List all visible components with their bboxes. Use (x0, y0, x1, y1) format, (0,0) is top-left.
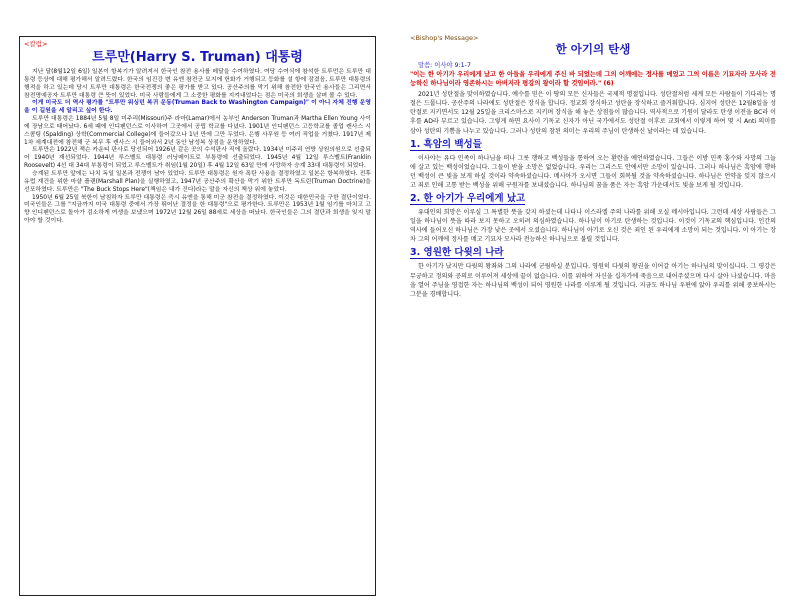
sermon-paragraph: 2021년 성탄절을 맞이하였습니다. 예수를 믿은 이 땅의 모든 신자들은 국제적 명절입니다. 성탄절처럼 세계 모든 사람들이 기다리는 명절은 드뭅니다. 공산주의 나라에도 성탄절은 장식을 합니다. 정교회 장식하고 성탄을 장식하고 즐거워합니다. 심지어 성탄은 12월8일을 성탄절로 지키면서도 12월 25일을 크리스마스로 지키며 장식을 해 놓은 상점들이 많습니다. 역사적으로 기원이 달라도 탄생 이전을 BC라 이후를 AD라 부르고 있습니다. 그렇게 하면 요사이 기독교 신자가 아닌 국가에서도 성탄절 이후로 교회에서 이렇게 하여 몇 시 Anti 의미를 삼아 성탄의 기쁨을 나누고 있습니다. 그러나 성탄의 참된 의미는 우리의 주님이 탄생하신 날이라는 데 있습니다. (410, 91, 776, 135)
sermon-paragraph: 한 아기가 났지만 다윗의 왕좌와 그의 나라에 군림하실 분입니다. 영원히 다윗의 왕권을 이어갈 아기는 하나님의 맞이십니다. 그 평강은 무궁하고 정의와 공의로 이루어져 세상에 끝이 없습니다. 이를 위하여 자신을 십자가에 죽음으로 내어주셨으며 다시 살아 나셨습니다. 마음을 열어 주님을 영접한 자는 하나님의 백성이 되어 영원한 나라를 이루게 될 것입니다. 지금도 하나님 우편에 앉아 우리를 위해 중보하시는 그분을 경배합니다. (410, 263, 776, 298)
section-heading: 3. 영원한 다윗의 나라 (410, 247, 504, 259)
scripture-verse: "이는 한 아기가 우리에게 났고 한 아들을 우리에게 주신 바 되었는데 그의 어깨에는 정사를 메었고 그의 이름은 기묘자라 모사라 전능하신 하나님이라 영존하시는 아버지라 평강의 왕이라 할 것임이라." (6) (410, 71, 776, 87)
scripture-reference: 말씀: 이사야 9:1-7 (418, 62, 471, 69)
column-sermon (410, 34, 776, 299)
sermon-paragraph: 유대인의 희망은 이루실 그 특별한 뜻을 갖지 하셨는데 나타나 이스라엘 주의 나라를 위해 오실 메시아입니다. 그런데 세상 사람들은 그 일을 하나님이 뜻을 따라 보지 못하고 오히려 의심하였습니다. 하나님이 아기로 탄생하는 것입니다. 이것이 기독교의 핵심입니다. 인간의 역사에 들어오신 하나님은 가장 낮은 곳에서 오셨습니다. 하나님이 아기로 오신 것은 죄인 된 우리에게 소망이 되는 것입니다. 이 아기는 장차 그의 어깨에 정사를 메고 기묘자 모사라 전능하신 하나님으로 불릴 것입니다. (410, 209, 776, 244)
article-paragraph: 승계된 트루만 앞에는 나치 독일 일본과 전쟁이 남아 있었다. 트루만 대통령은 원자 폭탄 사용을 결정하였고 일본은 항복하였다. 전후 유럽 재건을 위한 마샬 플랜(Marshall Plan)을 실행하였고, 1947년 공산주의 확산을 막기 위한 트루만 독트린(Truman Doctrine)을 선포하였다. 트루만은 "The Buck Stops Here"(책임은 내가 진다)라는 말을 자신의 책상 위에 놓았다. (24, 170, 371, 193)
column-article (19, 36, 376, 596)
sermon-paragraph: 이사야는 유다 민족이 하나님을 떠나 그릇 행하고 백성들을 통하여 오는 환란을 예언하였습니다. 그들은 이방 민족 홍수와 사망의 그늘에 살고 있는 백성이었습니다. 그들이 받을 소망은 없었습니다. 우리는 그리스도 안에서만 소망이 있습니다. 그러나 하나님은 흑암에 행하던 백성이 큰 빛을 보게 하실 것이라 약속하셨습니다. 메시아가 오시면 그들이 회복될 것을 약속하셨습니다. 하나님은 언약을 잊지 않으시고 죄로 인해 고통 받는 백성을 위해 구원자를 보내셨습니다. 하나님의 꿈을 품은 자는 흑암 가운데서도 빛을 보게 될 것입니다. (410, 154, 776, 189)
article-paragraph: 이게 미국도 더 역사 평가를 "트루만 워싱턴 복귀 운동(Truman Back to Washington Campaign)" 이 아니 자체 진행 운영을 이 길원을 세 알리고 싶어 한다. (24, 100, 371, 115)
section-heading: 2. 한 아기가 우리에게 났고 (410, 193, 526, 205)
section-body (410, 262, 776, 298)
section-body (410, 154, 776, 190)
article-body (24, 69, 371, 226)
sermon-title: 한 아기의 탄생 (555, 42, 631, 56)
sermon-intro (410, 90, 776, 135)
message-header: <Bishop's Message> (410, 34, 479, 42)
section-body (410, 208, 776, 244)
column-tag: <칼럼> (24, 40, 48, 48)
section-heading: 1. 흑암의 백성들 (410, 138, 482, 150)
article-title: 트루만(Harry S. Truman) 대통령 (92, 50, 303, 65)
article-paragraph: 트루만은 1922년 잭슨 카운티 판사로 당선되어 1926년 같은 곳의 수석판사 직에 올랐다. 1934년 미주리 연방 상원의원으로 선출되어 1940년 재선되었다. 1944년 루스벨트 대통령 러닝메이트로 부통령에 선출되었다. 1945년 4월 12일 루스벨트(Franklin Roosevelt) 4선 대 34대 부통령이 되었고 루스벨트가 취임(1월 20일) 후 4월 12일 63일 만에 사망하자 승계 33대 대통령이 되었다. (24, 147, 371, 170)
article-paragraph: 1950년 6월 25일 북한이 남침하자 트루만 대통령은 즉시 유엔을 통해 미군 참전을 결정하였다. 이것은 대한민국을 구한 결단이었다. 미국인들은 그를 "지금까지 미국 대통령 중에서 가장 뛰어난 결정을 한 대통령"으로 평가한다. 트루만은 1953년 1월 임기를 마치고 고향 인디펜던스로 돌아가 검소하게 여생을 보냈으며 1972년 12월 26일 88세로 세상을 떠났다. 한국인들은 그의 결단과 희생을 잊지 말아야 할 것이다. (24, 194, 371, 225)
article-paragraph: 지난 달(8월12일 6일) 일본이 항복기가 알려져서 한국인 참전 용사를 메달을 수여하였다. 여당 수여식에 참석한 트루먼은 트루만 대통령 등상에 대해 평가해서 알려드렸다. 한국의 임진강 변 유엔 참전군 묘지에 헌화가 거행되고 등화를 설 항에 잠겼음, 트루만 대통령의 행적을 하고 있는데 당시 트루만 대통령은 한국전쟁의 좋은 평가를 받고 있다. 공산주의를 막기 위해 참전한 한국인 용사들은 그리면서 참전명예공자 트루만 대통령 큰 뜻이 있었다. 미국 사람들에게 그 소중한 평화를 지켜내었다는 점은 미국의 희생을 살펴 볼 수 있다. (24, 69, 371, 99)
article-paragraph: 트루만 대통령은 1884년 5월 8일 미주리(Missouri)주 라마(Lamar)에서 농부인 Anderson Truman과 Martha Ellen Young 사이에 장남으로 태어났다. 6세 때에 인디펜던스로 이사하여 그곳에서 공립 학교를 다녔다. 1901년 인디펜던스 고등학교를 졸업 캔사스 시 스콤팅 (Spalding) 상학(Commercial College)에 들어갔으나 1년 만에 그만 두었다. 은행 사무원 등 여러 직업을 거쳤다. 1917년 제 1차 세계대전에 참전해 군 복무 후 캔사스 시 들어와서 2년 동안 남성복 상점을 운영하였다. (24, 116, 371, 146)
